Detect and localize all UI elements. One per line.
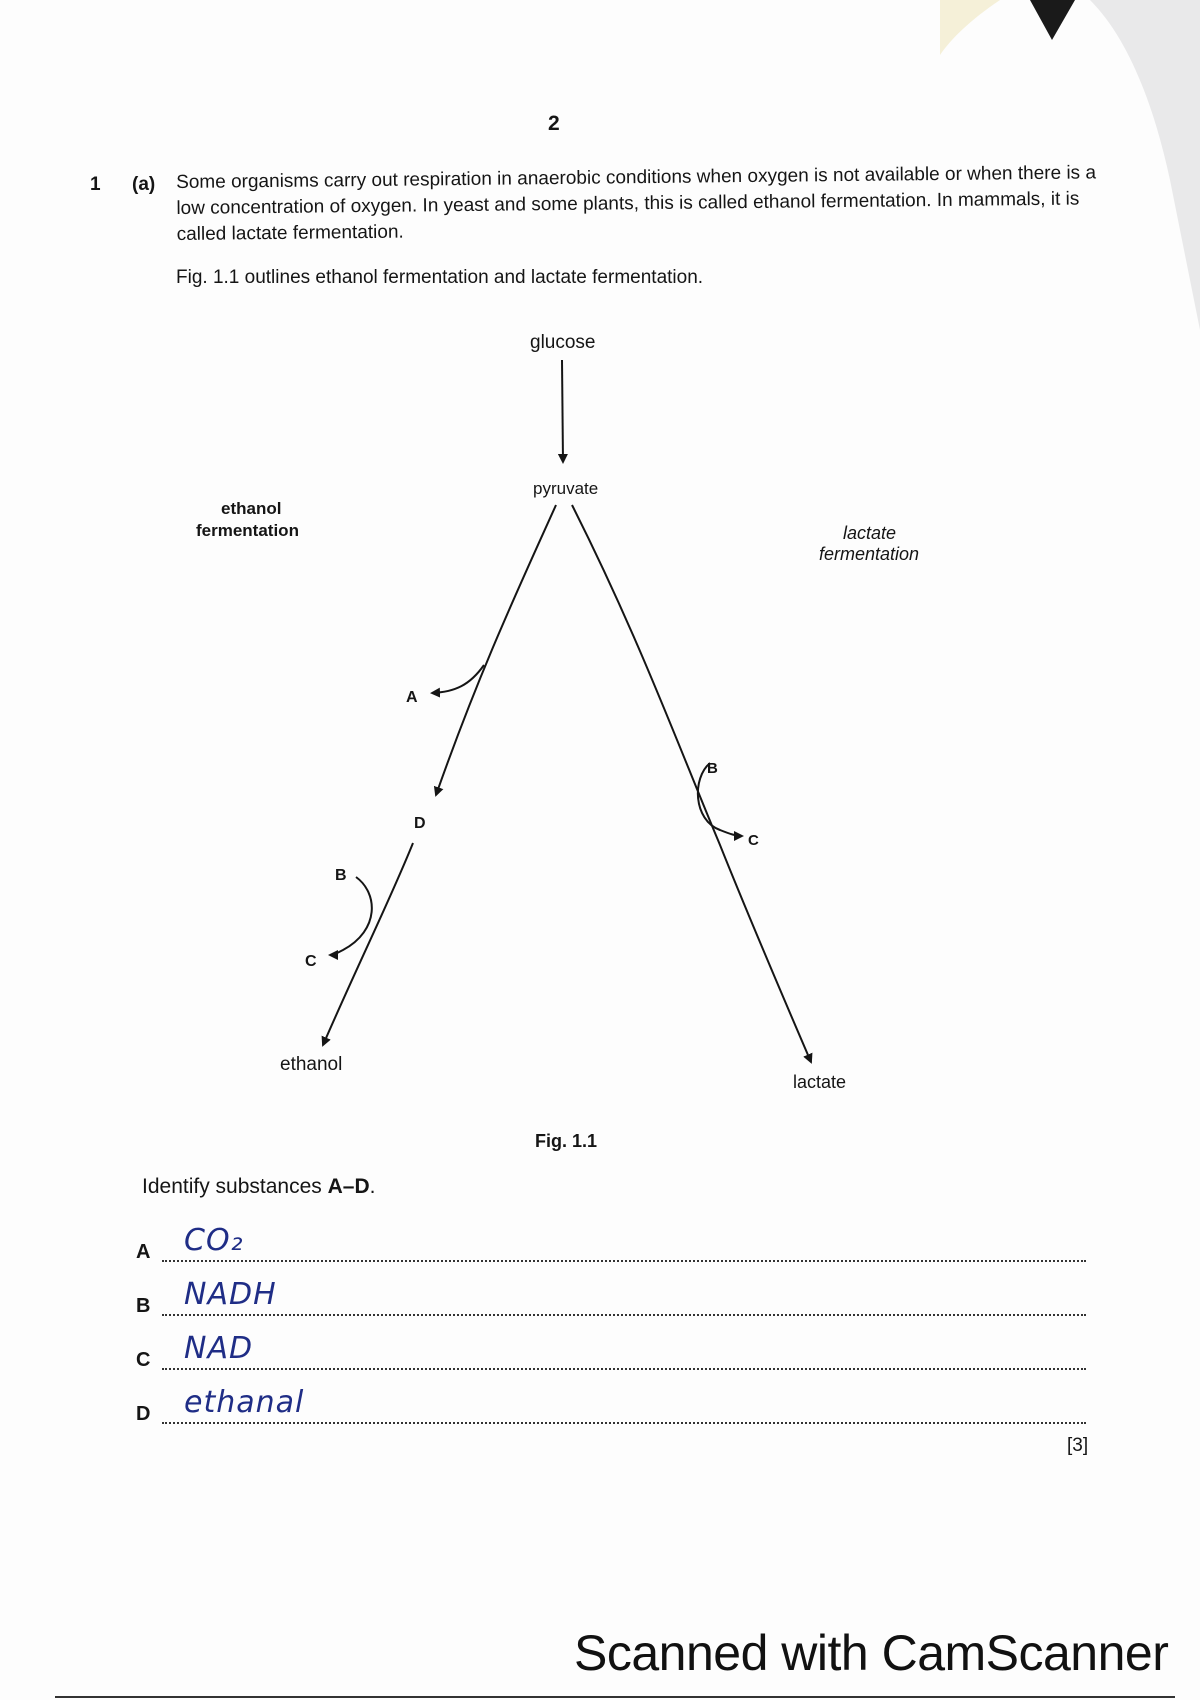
page-number: 2	[548, 112, 560, 135]
left-label-D: D	[414, 815, 426, 832]
question-number: 1	[90, 174, 101, 195]
ethanol-label: ethanol	[280, 1054, 343, 1075]
handwritten-answer: NAD	[184, 1331, 254, 1366]
answer-row-B[interactable]	[136, 1276, 1086, 1322]
answer-letter: B	[136, 1295, 151, 1317]
handwritten-answer: ethanal	[184, 1385, 305, 1420]
instruction-text-bold: A–D	[327, 1175, 370, 1198]
left-label-C: C	[305, 953, 317, 970]
lactate-fermentation-label-line2: fermentation	[819, 544, 920, 564]
answer-row-A[interactable]	[136, 1222, 1086, 1268]
instruction-text	[142, 1175, 375, 1199]
handwritten-answer: CO₂	[184, 1223, 244, 1258]
lactate-fermentation-label-line1: lactate	[843, 523, 897, 543]
handwritten-answer: NADH	[184, 1277, 277, 1312]
instruction-text-end: .	[369, 1175, 376, 1198]
right-label-B: B	[707, 760, 718, 777]
answer-letter: D	[136, 1403, 151, 1425]
question-text: Some organisms carry out respiration in anaerobic conditions when oxygen is not available or when there is a low concentration of oxygen. In yeast and some plants, this is called ethanol fermentation. In mammals, it is called lactate fermentation.	[176, 162, 1097, 245]
left-label-B: B	[335, 867, 347, 884]
figure-intro-text: Fig. 1.1 outlines ethanol fermentation and lactate fermentation.	[176, 267, 704, 288]
right-label-C: C	[748, 832, 759, 849]
lactate-label: lactate	[793, 1072, 847, 1092]
bottom-rule	[55, 1696, 1175, 1698]
ethanol-fermentation-label-line1: ethanol	[221, 499, 282, 518]
answer-row-D[interactable]	[136, 1384, 1086, 1430]
question-part: (a)	[132, 174, 156, 195]
B-to-C-arrow-left	[330, 877, 372, 955]
answer-dotted-line	[162, 1422, 1086, 1424]
answer-letter: A	[136, 1241, 151, 1263]
glucose-to-pyruvate-arrow	[562, 360, 563, 462]
answer-row-C[interactable]	[136, 1330, 1086, 1376]
ethanol-fermentation-label-line2: fermentation	[196, 521, 299, 540]
pyruvate-to-D-arrow	[436, 505, 556, 795]
left-label-A: A	[406, 689, 418, 706]
marks-allocation: [3]	[1067, 1435, 1089, 1456]
figure-caption: Fig. 1.1	[535, 1131, 598, 1151]
glucose-label: glucose	[530, 332, 596, 353]
instruction-text-start: Identify substances	[142, 1175, 328, 1198]
B-to-C-arrow-right	[698, 763, 742, 836]
answer-dotted-line	[162, 1368, 1086, 1370]
pyruvate-label: pyruvate	[533, 479, 599, 498]
camscanner-watermark: Scanned with CamScanner	[574, 1625, 1169, 1681]
answer-dotted-line	[162, 1314, 1086, 1316]
pyruvate-to-lactate-arrow	[572, 505, 811, 1062]
answer-letter: C	[136, 1349, 151, 1371]
answer-dotted-line	[162, 1260, 1086, 1262]
